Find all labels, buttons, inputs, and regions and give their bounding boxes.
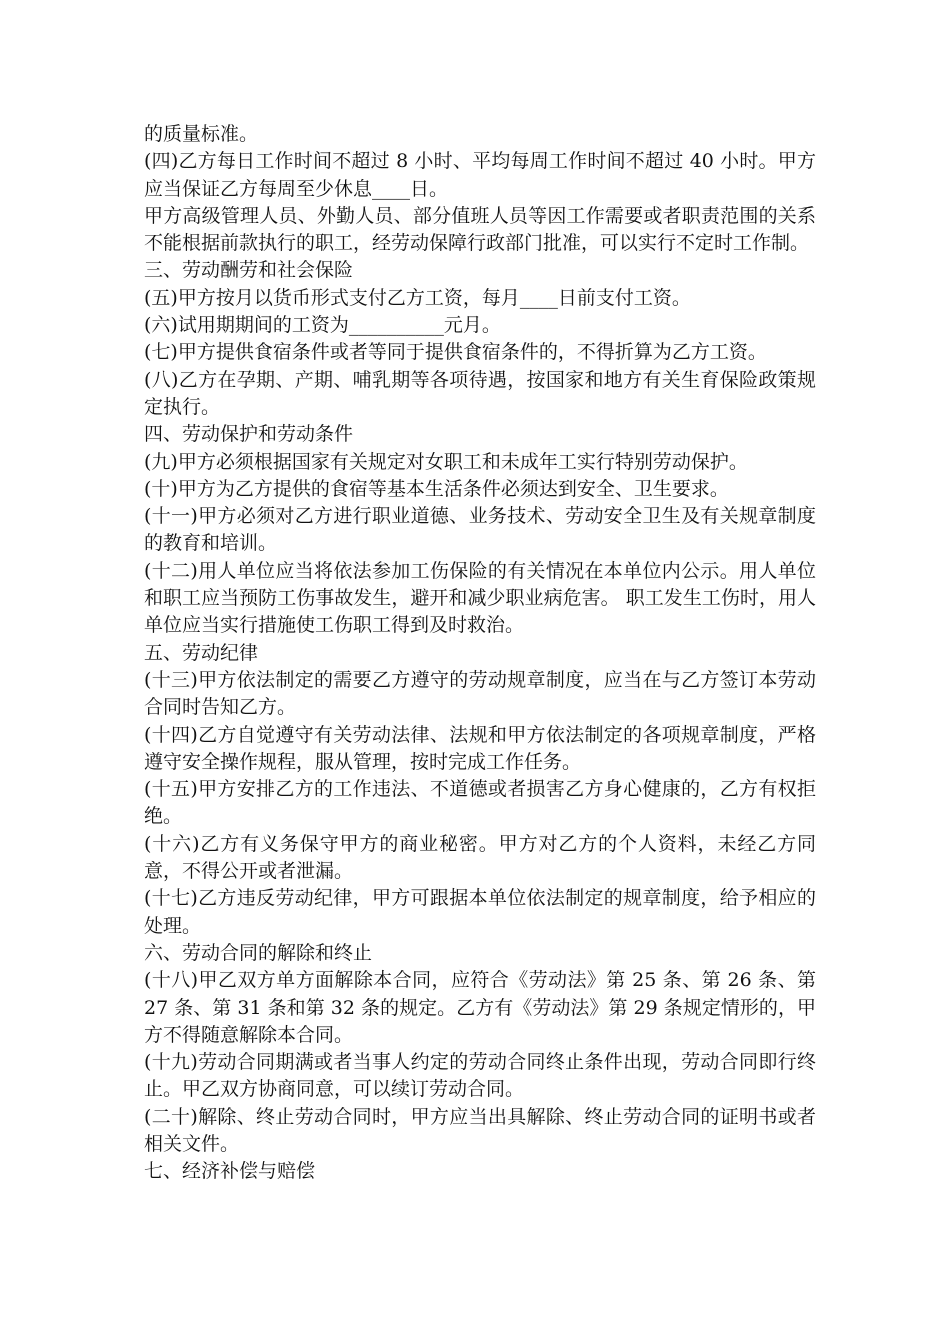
section-heading-3: 三、劳动酬劳和社会保险 <box>144 259 354 282</box>
clause-7: (七)甲方提供食宿条件或者等同于提供食宿条件的，不得折算为乙方工资。 <box>144 341 767 364</box>
section-heading-4: 四、劳动保护和劳动条件 <box>144 423 354 446</box>
section-heading-7: 七、经济补偿与赔偿 <box>144 1160 316 1183</box>
clause-6: (六)试用期期间的工资为__________元月。 <box>144 314 501 337</box>
section-heading-6: 六、劳动合同的解除和终止 <box>144 941 373 964</box>
clause-11: (十一)甲方必须对乙方进行职业道德、业务技术、劳动安全卫生及有关规章制度的教育和培训。 <box>144 505 816 555</box>
clause-16: (十六)乙方有义务保守甲方的商业秘密。甲方对乙方的个人资料，未经乙方同意，不得公开或者泄漏。 <box>144 832 816 883</box>
clause-8: (八)乙方在孕期、产期、哺乳期等各项待遇，按国家和地方有关生育保险政策规定执行。 <box>144 368 816 418</box>
clause-12: (十二)用人单位应当将依法参加工伤保险的有关情况在本单位内公示。用人单位和职工应当预防工伤事故发生，避开和减少职业病危害。 职工发生工伤时，用人单位应当实行措施使工伤职工得到及时救治。 <box>144 559 816 637</box>
clause-4: (四)乙方每日工作时间不超过 8 小时、平均每周工作时间不超过 40 小时。甲方应当保证乙方每周至少休息____日。 <box>144 150 816 200</box>
clause-14: (十四)乙方自觉遵守有关劳动法律、法规和甲方依法制定的各项规章制度，严格遵守安全操作规程，服从管理，按时完成工作任务。 <box>144 723 816 773</box>
clause-9: (九)甲方必须根据国家有关规定对女职工和未成年工实行特别劳动保护。 <box>144 450 748 473</box>
clause-5: (五)甲方按月以货币形式支付乙方工资，每月____日前支付工资。 <box>144 286 691 309</box>
clause-10: (十)甲方为乙方提供的食宿等基本生活条件必须达到安全、卫生要求。 <box>144 477 729 500</box>
document-body <box>144 121 823 1186</box>
clause-17: (十七)乙方违反劳动纪律，甲方可跟据本单位依法制定的规章制度，给予相应的处理。 <box>144 887 816 937</box>
clause-18: (十八)甲乙双方单方面解除本合同，应符合《劳动法》第 25 条、第 26 条、第 27 条、第 31 条和第 32 条的规定。乙方有《劳动法》第 29 条规定情形的，甲方不得随意解除本合同。 <box>144 969 823 1046</box>
clause-20: (二十)解除、终止劳动合同时，甲方应当出具解除、终止劳动合同的证明书或者相关文件。 <box>144 1105 816 1155</box>
paragraph: 甲方高级管理人员、外勤人员、部分值班人员等因工作需要或者职责范围的关系不能根据前款执行的职工，经劳动保障行政部门批准，可以实行不定时工作制。 <box>144 204 816 255</box>
clause-19: (十九)劳动合同期满或者当事人约定的劳动合同终止条件出现，劳动合同即行终止。甲乙双方协商同意，可以续订劳动合同。 <box>144 1051 816 1101</box>
section-heading-5: 五、劳动纪律 <box>144 641 259 664</box>
paragraph: 的质量标准。 <box>144 123 259 145</box>
clause-15: (十五)甲方安排乙方的工作违法、不道德或者损害乙方身心健康的，乙方有权拒绝。 <box>144 778 816 828</box>
clause-13: (十三)甲方依法制定的需要乙方遵守的劳动规章制度，应当在与乙方签订本劳动合同时告知乙方。 <box>144 668 816 719</box>
